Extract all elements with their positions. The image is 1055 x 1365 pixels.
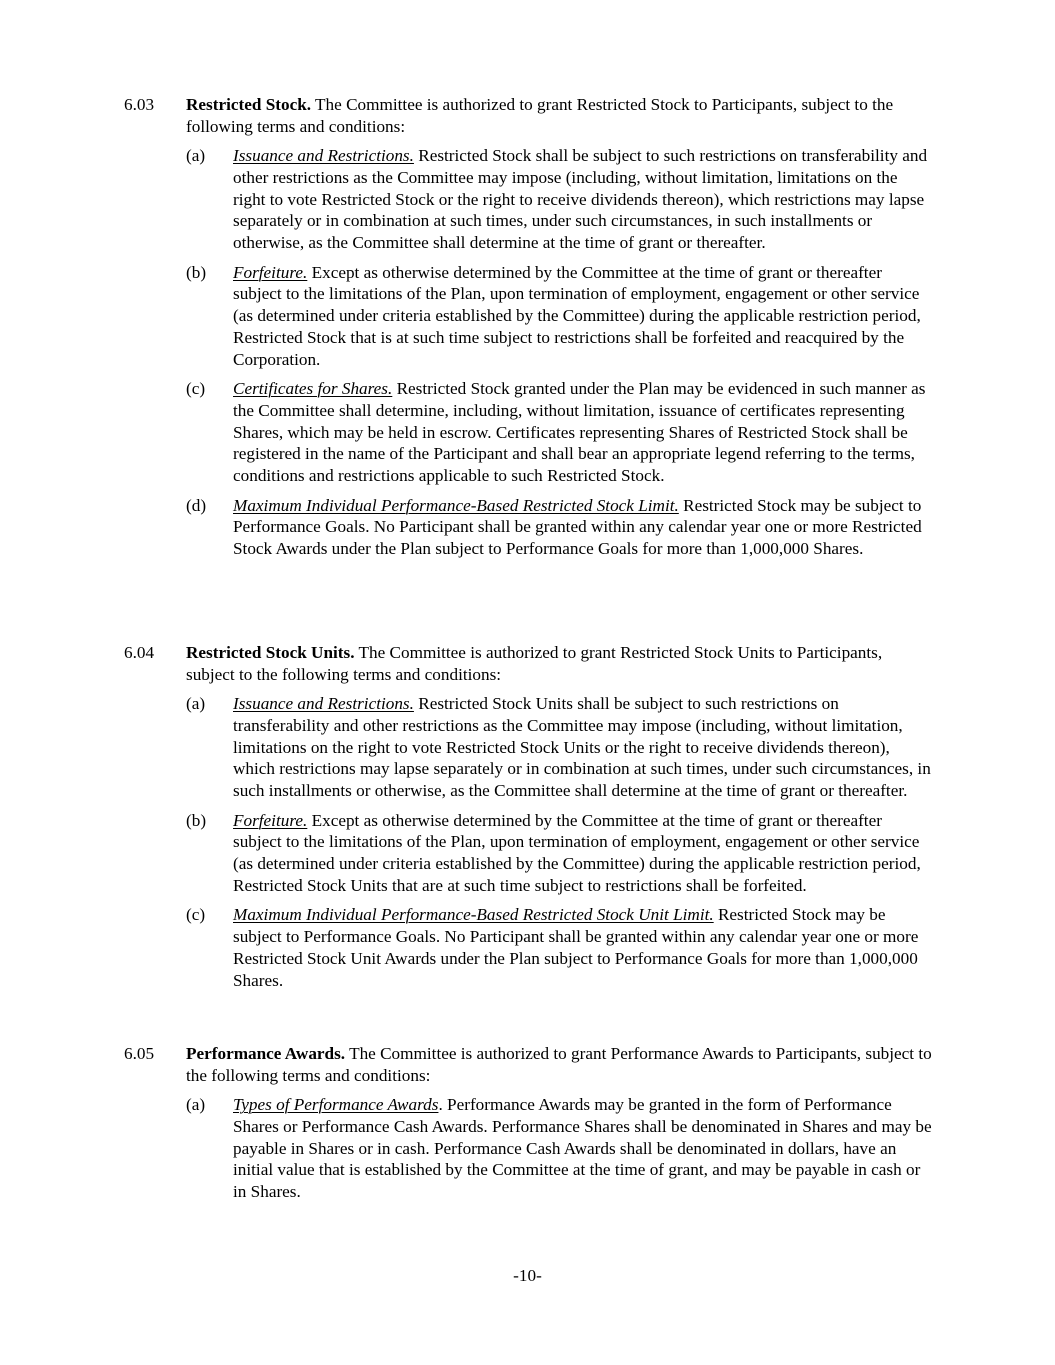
subsection-text — [233, 495, 934, 560]
section-number: 6.05 — [124, 1044, 155, 1063]
subsection-body: Restricted Stock granted under the Plan may be evidenced in such manner as the Committee shall determine, including, without limitation, issuance of certificates representing Shares, which may be held in escrow. Certificates representing Shares of Restricted Stock shall be registered in the name of the Participant and shall bear an appropriate legend referring to the terms, conditions and restrictions applicable to such Restricted Stock. — [233, 379, 926, 486]
subsection-letter: (b) — [186, 810, 207, 830]
section-intro: The Committee is authorized to grant Restricted Stock to Participants, subject to the following terms and conditions: — [186, 95, 894, 136]
subsection-heading: Issuance and Restrictions. — [233, 694, 414, 714]
subsection-item — [186, 378, 934, 487]
subsection-letter: (b) — [186, 262, 207, 282]
subsection-body: Restricted Stock may be subject to Performance Goals. No Participant shall be granted within any calendar year one or more Restricted Stock Unit Awards under the Plan subject to Performance Goals for more than 1,000,000 Shares. — [233, 905, 919, 990]
subsection-text — [233, 262, 934, 371]
subsection-item — [186, 904, 934, 991]
section-number: 6.04 — [124, 643, 155, 662]
section-title: Restricted Stock Units. — [186, 643, 355, 662]
section-title: Performance Awards. — [186, 1044, 346, 1063]
subsection-item — [186, 495, 934, 560]
section-6-04 — [124, 642, 934, 991]
subsection-text — [233, 1094, 934, 1203]
subsection-body: Except as otherwise determined by the Committee at the time of grant or thereafter subject to the limitations of the Plan, upon termination of employment, engagement or other service (as determined under criteria established by the Committee) during the applicable restriction period, Restricted Stock Units that are at such time subject to restrictions shall be forfeited. — [233, 810, 921, 895]
subsection-item — [186, 262, 934, 371]
subsection-letter: (a) — [186, 146, 206, 166]
page-number: -10- — [513, 1266, 542, 1285]
section-number: 6.03 — [124, 95, 155, 114]
subsection-body: Except as otherwise determined by the Committee at the time of grant or thereafter subject to the limitations of the Plan, upon termination of employment, engagement or other service (as determined under criteria established by the Committee) during the applicable restriction period, Restricted Stock that is at such time subject to restrictions shall be forfeited and reacquired by the Corporation. — [233, 262, 921, 369]
subsection-text — [233, 693, 934, 802]
section-6-03 — [124, 94, 934, 560]
section-6-05 — [124, 1043, 934, 1203]
subsection-body: Restricted Stock may be subject to Performance Goals. No Participant shall be granted within any calendar year one or more Restricted Stock Awards under the Plan subject to Performance Goals for more than 1,000,000 Shares. — [233, 495, 922, 559]
subsection-letter: (c) — [186, 905, 206, 925]
subsection-letter: (a) — [186, 694, 206, 714]
subsection-heading: Forfeiture. — [233, 262, 308, 282]
subsection-item — [186, 693, 934, 802]
subsection-item — [186, 1094, 934, 1203]
section-lead — [186, 94, 934, 138]
subsection-body: . Performance Awards may be granted in the form of Performance Shares or Performance Cash Awards. Performance Shares shall be denominated in Shares and may be payable in Shares or in cash. Performance Cash Awards shall be denominated in dollars, have an initial value that is established by the Committee at the time of grant, and may be payable in cash or in Shares. — [233, 1095, 932, 1202]
subsection-body: Restricted Stock Units shall be subject to such restrictions on transferability and other restrictions as the Committee may impose (including, without limitation, limitations on the right to vote Restricted Stock Units or the right to receive dividends thereon), which restrictions may lapse separately or in combination at such times, under such circumstances, in such installments or otherwise, as the Committee shall determine at the time of grant or thereafter. — [233, 694, 931, 801]
subsection-letter: (c) — [186, 379, 206, 399]
subsection-letter: (a) — [186, 1095, 206, 1115]
section-lead — [186, 1043, 934, 1087]
section-intro: The Committee is authorized to grant Performance Awards to Participants, subject to the following terms and conditions: — [186, 1044, 932, 1085]
section-lead — [186, 642, 934, 686]
subsection-heading: Certificates for Shares. — [233, 379, 393, 399]
subsection-heading: Issuance and Restrictions. — [233, 146, 414, 166]
subsection-text — [233, 378, 934, 487]
subsection-heading: Types of Performance Awards — [233, 1095, 439, 1115]
subsection-item — [186, 145, 934, 254]
subsection-heading: Maximum Individual Performance-Based Restricted Stock Limit. — [233, 495, 679, 515]
subsection-item — [186, 810, 934, 897]
subsection-text — [233, 810, 934, 897]
subsection-heading: Maximum Individual Performance-Based Restricted Stock Unit Limit. — [233, 905, 714, 925]
subsection-letter: (d) — [186, 495, 207, 515]
section-intro: The Committee is authorized to grant Restricted Stock Units to Participants, subject to the following terms and conditions: — [186, 643, 883, 684]
subsection-heading: Forfeiture. — [233, 810, 308, 830]
subsection-text — [233, 904, 934, 991]
subsection-text — [233, 145, 934, 254]
section-title: Restricted Stock. — [186, 95, 312, 114]
subsection-body: Restricted Stock shall be subject to such restrictions on transferability and other restrictions as the Committee may impose (including, without limitation, limitations on the right to vote Restricted Stock or the right to receive dividends thereon), which restrictions may lapse separately or in combination at such times, under such circumstances, in such installments or otherwise, as the Committee shall determine at the time of grant or thereafter. — [233, 146, 928, 253]
